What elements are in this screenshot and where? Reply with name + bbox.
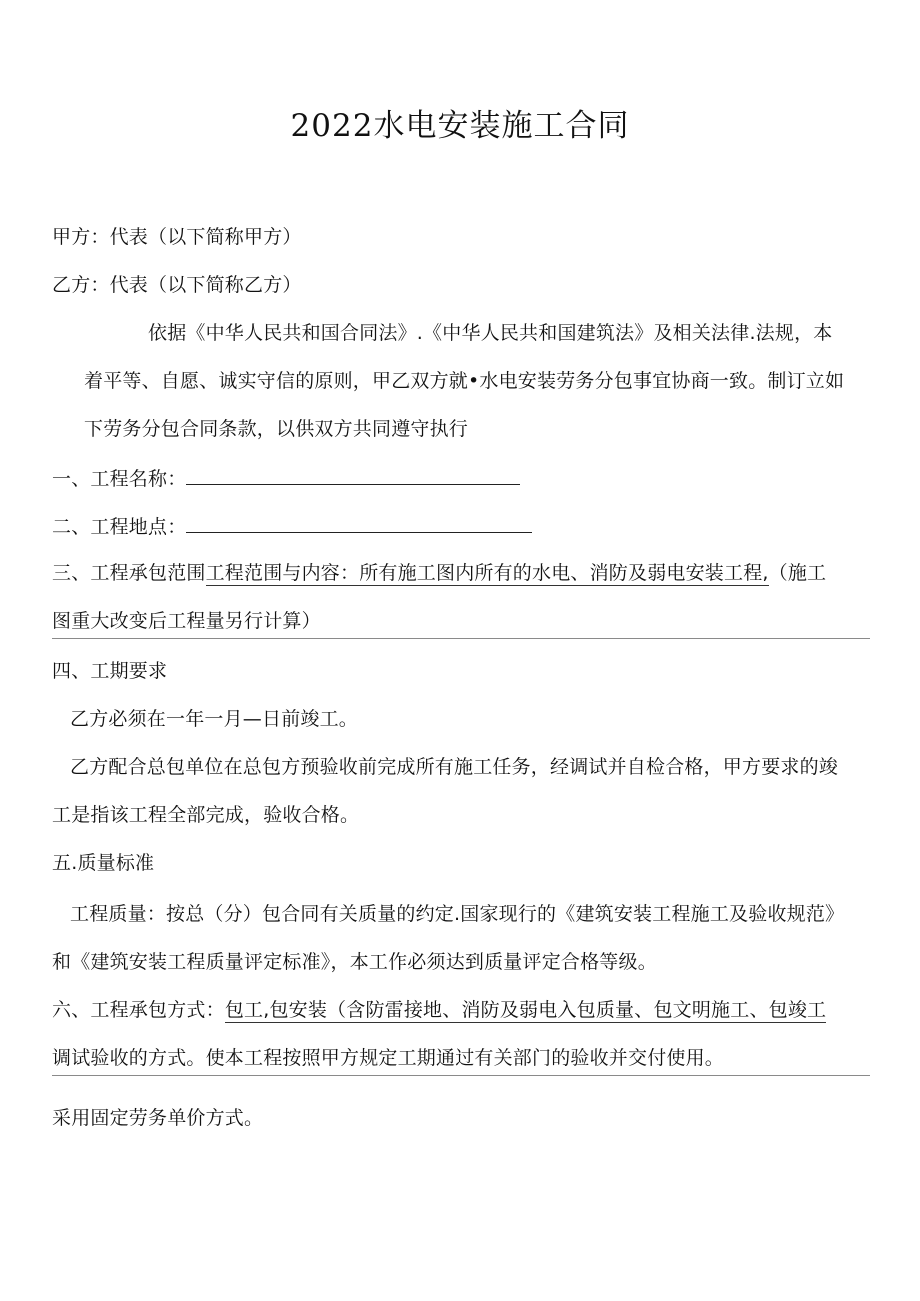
section-3-scope-line-1: [52, 560, 826, 586]
section-4-paragraph-1: 乙方必须在一年一月—日前竣工。: [70, 708, 359, 730]
intro-paragraph-line-1: 依据《中华人民共和国合同法》.《中华人民共和国建筑法》及相关法律.法规，本: [148, 322, 833, 344]
section-3-scope-line-2: 图重大改变后工程量另行计算）: [52, 610, 321, 632]
section-4-paragraph-2-line-2: 工是指该工程全部完成，验收合格。: [52, 804, 360, 826]
section-1-project-name: [52, 464, 520, 492]
section-2-project-location: [52, 512, 532, 540]
project-location-blank[interactable]: [186, 512, 532, 533]
document-title: 2022水电安装施工合同: [290, 108, 630, 144]
closing-line: 采用固定劳务单价方式。: [52, 1107, 264, 1129]
section-3-rule: [52, 638, 870, 639]
section-6-line-1: [52, 997, 826, 1023]
section-5-line-2: 和《建筑安装工程质量评定标准》，本工作必须达到质量评定合格等级。: [52, 951, 657, 973]
section-5-heading: 五.质量标准: [52, 852, 155, 874]
section-6-underlined: 包工,包安装（含防雷接地、消防及弱电入包质量、包文明施工、包竣工: [224, 999, 827, 1021]
section-4-heading: 四、工期要求: [52, 660, 168, 682]
project-name-blank[interactable]: [186, 464, 520, 485]
section-1-label: 一、工程名称：: [52, 468, 187, 490]
section-6-rule: [52, 1075, 870, 1076]
section-3-prefix: 三、工程承包范围: [52, 562, 206, 584]
section-3-scope-tail: （施工: [768, 562, 827, 584]
section-6-line-2: 调试验收的方式。使本工程按照甲方规定工期通过有关部门的验收并交付使用。: [52, 1047, 725, 1069]
section-3-scope-underlined: 工程范围与内容：所有施工图内所有的水电、消防及弱电安装工程,: [205, 562, 769, 584]
intro-paragraph-line-3: 下劳务分包合同条款，以供双方共同遵守执行: [84, 418, 469, 440]
section-5-line-1: 工程质量：按总（分）包合同有关质量的约定.国家现行的《建筑安装工程施工及验收规范》: [70, 903, 845, 925]
intro-paragraph-line-2: 着平等、自愿、诚实守信的原则，甲乙双方就•水电安装劳务分包事宜协商一致。制订立如: [84, 370, 845, 392]
section-4-paragraph-2-line-1: 乙方配合总包单位在总包方预验收前完成所有施工任务，经调试并自检合格，甲方要求的竣: [70, 756, 839, 778]
party-a-line: 甲方：代表（以下简称甲方）: [52, 226, 302, 248]
section-6-prefix: 六、工程承包方式：: [52, 999, 225, 1021]
party-b-line: 乙方：代表（以下简称乙方）: [52, 274, 302, 296]
section-2-label: 二、工程地点：: [52, 516, 187, 538]
